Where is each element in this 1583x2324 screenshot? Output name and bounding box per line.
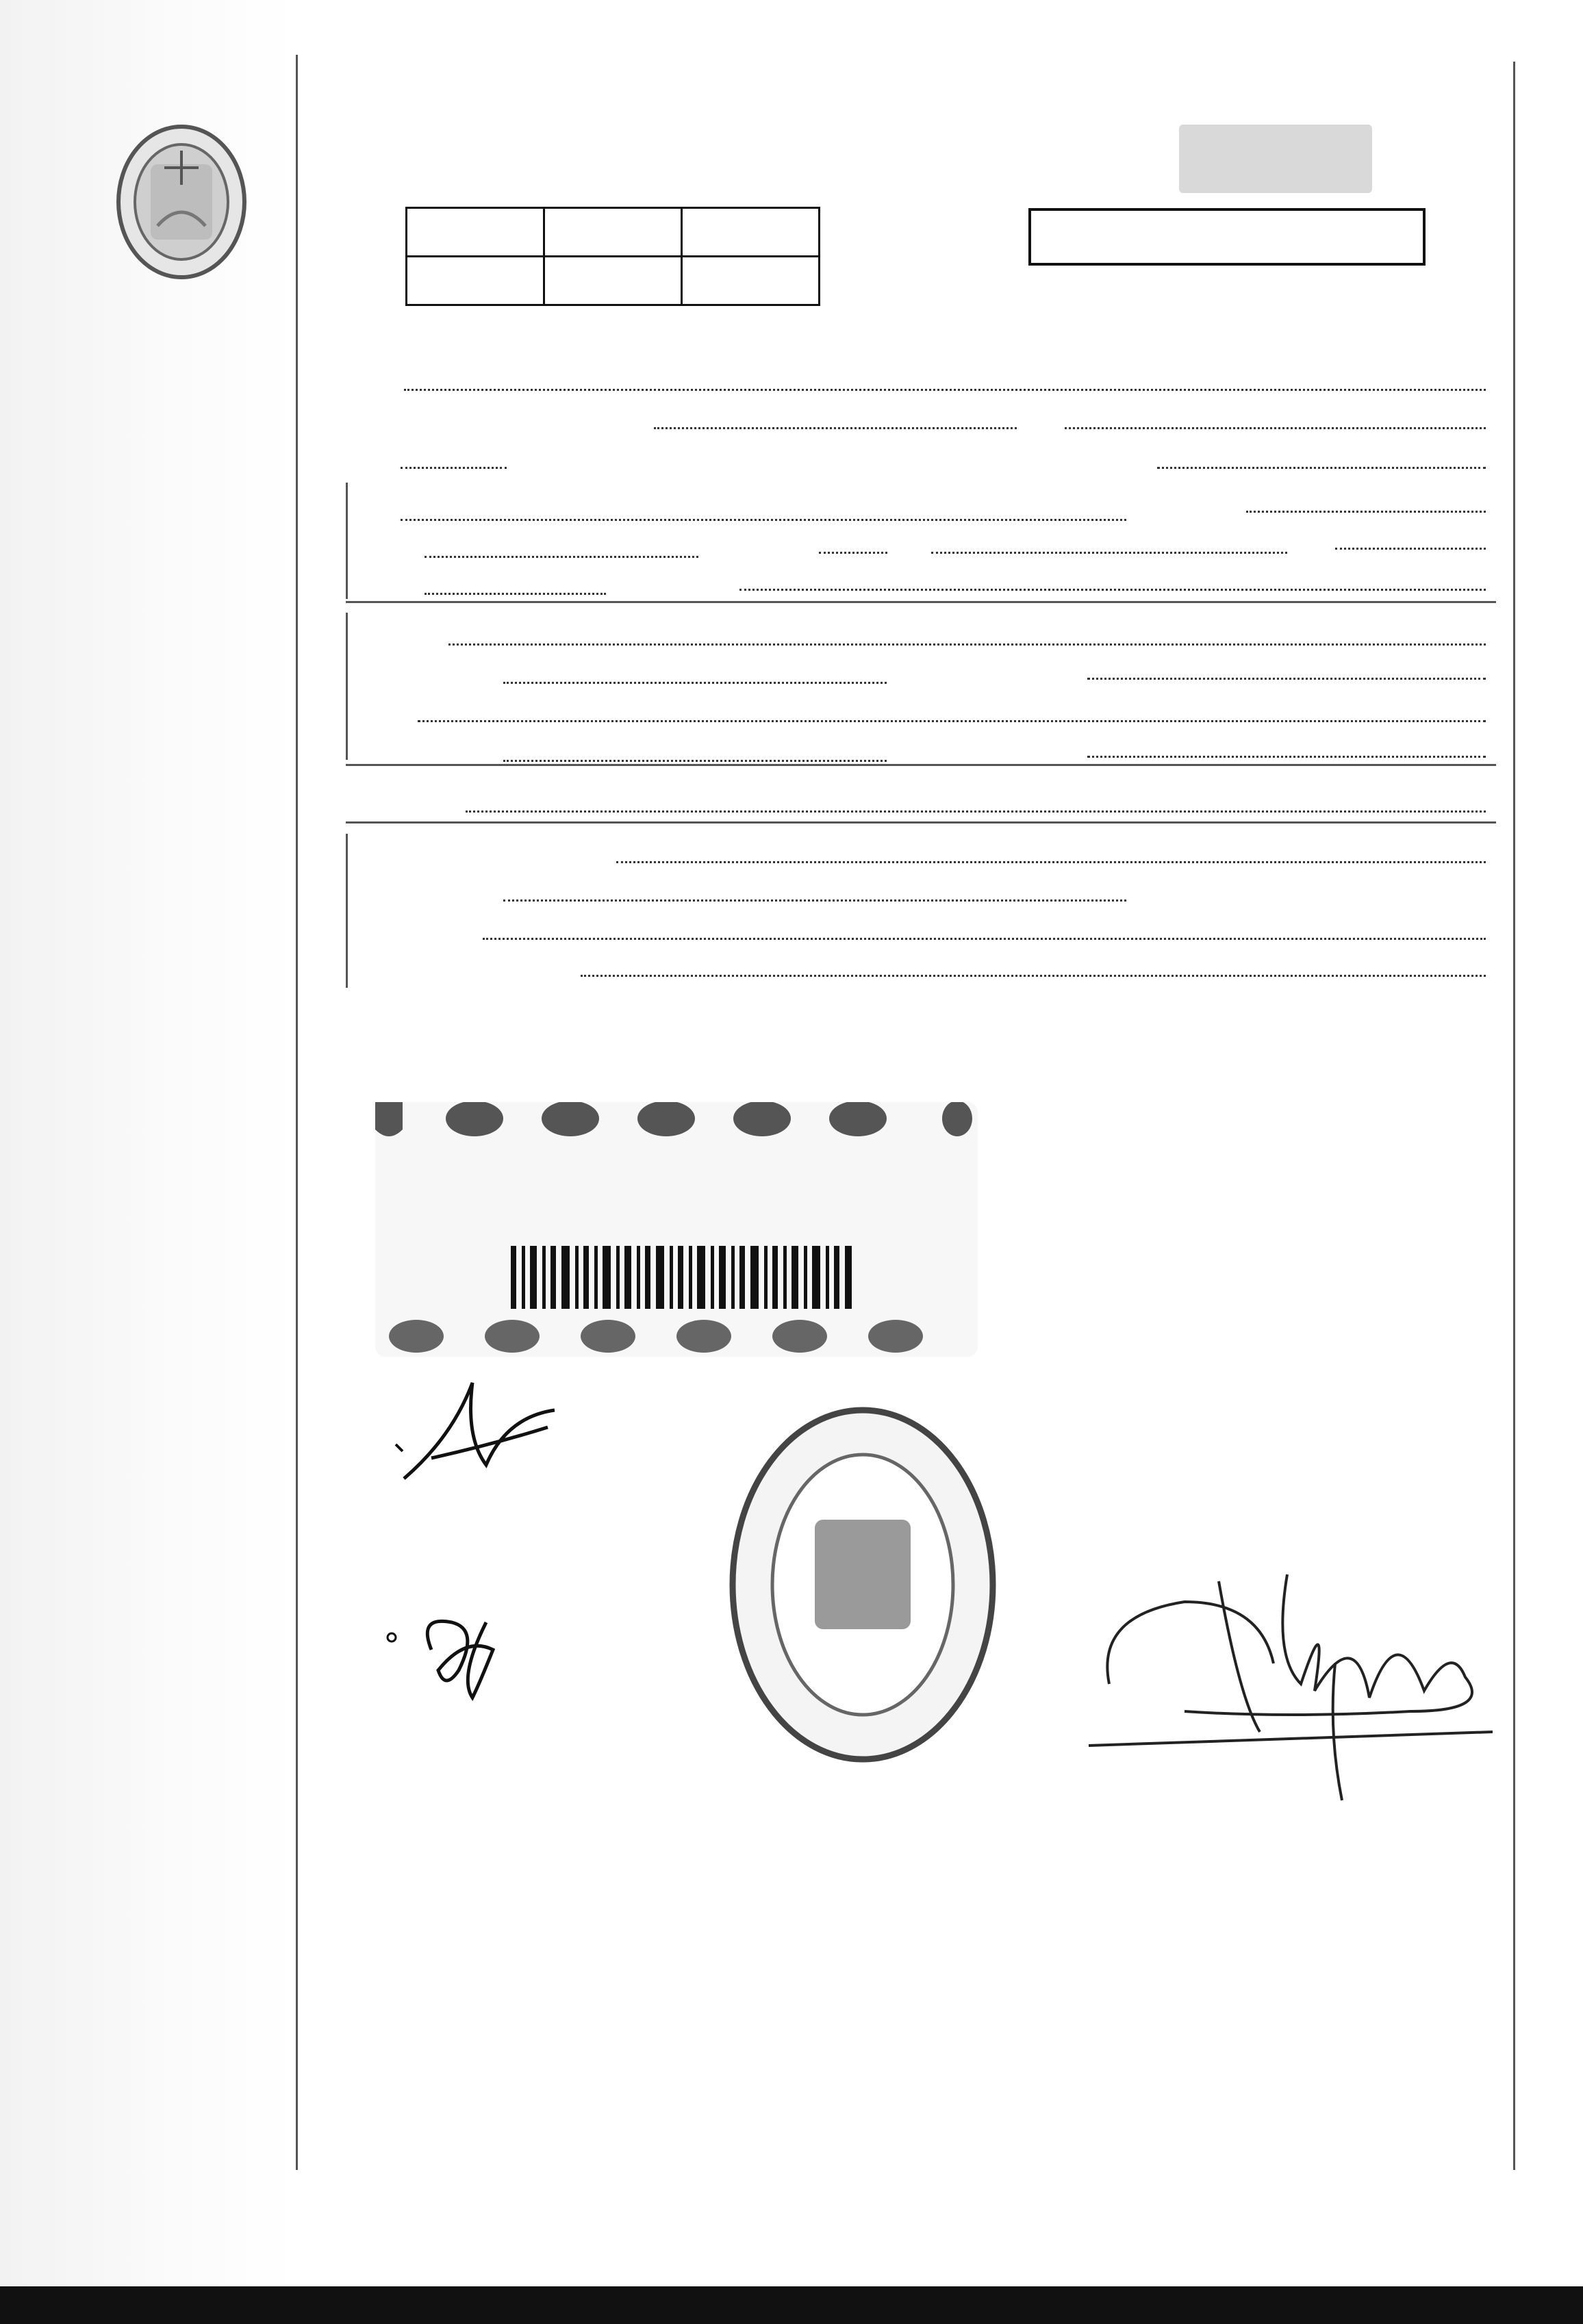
dotted-line <box>418 720 1486 722</box>
table-header-ano <box>682 208 820 257</box>
section-bracket <box>346 834 348 988</box>
dotted-line <box>503 760 887 762</box>
dotted-line <box>425 593 606 595</box>
dotted-line <box>1246 511 1486 513</box>
serial-number <box>1179 125 1372 193</box>
dotted-line <box>819 552 887 554</box>
table-header-tomo <box>407 208 544 257</box>
dotted-line <box>401 519 1126 521</box>
dotted-line <box>448 643 1486 646</box>
official-seal-stamp <box>719 1396 1006 1773</box>
dotted-line <box>425 556 698 558</box>
declarante-signature <box>390 1362 568 1499</box>
table-value-ano <box>682 257 820 305</box>
dotted-line <box>616 861 1486 863</box>
section-divider <box>346 601 1496 603</box>
dotted-line <box>1157 467 1486 469</box>
dotted-line <box>401 467 507 469</box>
dotted-line <box>931 552 1287 554</box>
section-divider <box>346 821 1496 823</box>
dotted-line <box>1087 678 1486 680</box>
mother-signature <box>377 1595 527 1711</box>
dotted-line <box>1087 756 1486 758</box>
dotted-line <box>1335 548 1486 550</box>
dotted-line <box>466 810 1486 813</box>
dotted-line <box>503 682 887 684</box>
right-margin-line <box>1513 62 1515 2170</box>
dni-sticker <box>375 1102 978 1357</box>
section-bracket <box>346 613 348 760</box>
dotted-line <box>654 427 1017 429</box>
dotted-line <box>581 975 1486 977</box>
record-type-box <box>1028 208 1426 266</box>
official-signature <box>1082 1561 1506 1807</box>
section-bracket <box>346 483 348 599</box>
scan-margin <box>0 0 294 2324</box>
dotted-line <box>404 389 1486 391</box>
dotted-line <box>739 589 1486 591</box>
misiones-coat-of-arms-logo <box>103 123 260 281</box>
dotted-line <box>483 938 1486 940</box>
table-value-acta <box>544 257 682 305</box>
table-header-acta <box>544 208 682 257</box>
table-value-tomo <box>407 257 544 305</box>
record-table <box>405 207 820 306</box>
section-divider <box>346 764 1496 766</box>
dotted-line <box>1065 427 1486 429</box>
footer-code-bar <box>0 2286 1583 2324</box>
dotted-line <box>503 899 1126 902</box>
left-margin-line <box>296 55 298 2170</box>
